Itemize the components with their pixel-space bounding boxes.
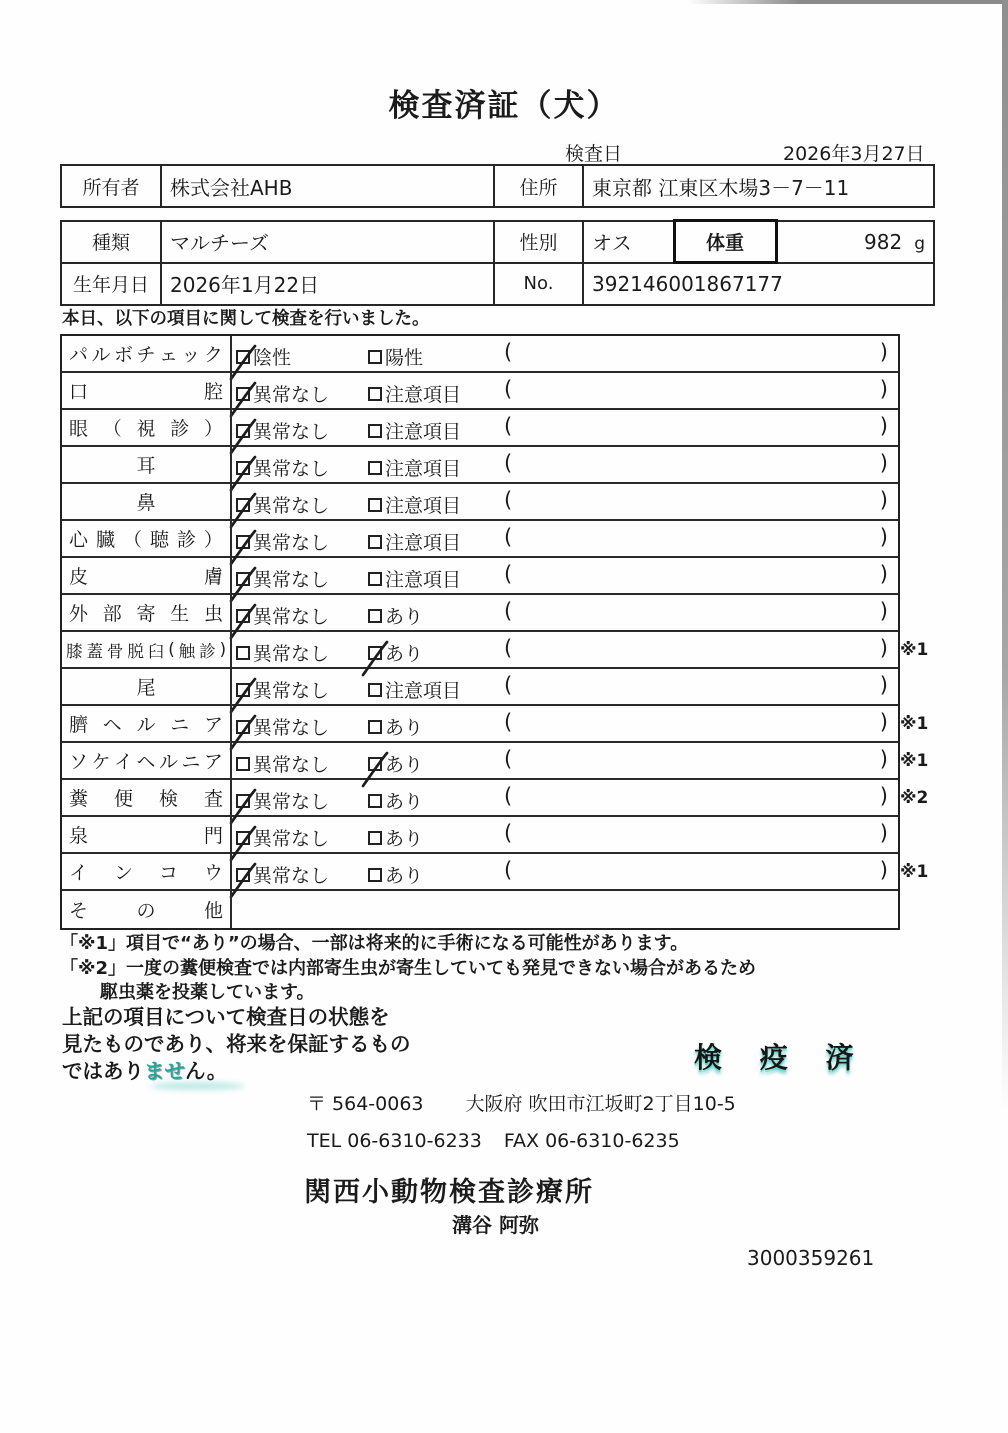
option-label: 異常なし xyxy=(253,569,330,591)
checkbox-checked-icon[interactable] xyxy=(236,535,250,549)
checklist-row xyxy=(62,336,898,373)
checklist-row xyxy=(62,854,929,891)
checklist-intro: 本日、以下の項目に関して検査を行いました。 xyxy=(62,309,430,329)
checklist-option[interactable] xyxy=(368,602,423,629)
certificate-no-label: No. xyxy=(494,263,583,305)
checklist-row xyxy=(62,669,898,706)
document-serial-number: 3000359261 xyxy=(747,1246,875,1270)
checklist-row-content xyxy=(232,854,898,889)
result-paren-close: ) xyxy=(879,636,888,660)
checklist-row-content xyxy=(232,743,898,778)
option-label: あり xyxy=(385,828,424,850)
weight-label: 体重 xyxy=(674,221,776,263)
checkbox-unchecked-icon[interactable] xyxy=(368,498,382,512)
checklist-item-label: 糞 便 検 査 xyxy=(62,780,232,815)
checklist-row xyxy=(62,373,898,410)
disclaimer-line3-c: ん。 xyxy=(185,1059,228,1083)
owner-table xyxy=(60,164,935,208)
checkbox-checked-icon[interactable] xyxy=(368,757,382,771)
option-label: 異常なし xyxy=(253,643,330,665)
option-label: 異常なし xyxy=(253,865,330,887)
checklist-option[interactable] xyxy=(368,787,423,814)
option-label: 異常なし xyxy=(253,532,330,554)
option-label: あり xyxy=(385,717,424,739)
address-value: 東京都 江東区木場3－7－11 xyxy=(583,165,934,207)
checklist-item-label: 耳 xyxy=(62,447,232,482)
checklist-row-content xyxy=(232,595,898,630)
result-paren-open: ( xyxy=(504,451,513,475)
checkbox-unchecked-icon[interactable] xyxy=(368,350,382,364)
checkbox-unchecked-icon[interactable] xyxy=(236,646,250,660)
checklist-option[interactable] xyxy=(368,343,423,370)
disclaimer-line-2: 見たものであり、将来を保証するもの xyxy=(62,1032,411,1056)
clinic-tel-fax xyxy=(307,1130,680,1152)
result-paren-close: ) xyxy=(879,488,888,512)
address-label: 住所 xyxy=(494,165,583,207)
checklist-row-content xyxy=(232,891,898,928)
checkbox-unchecked-icon[interactable] xyxy=(236,757,250,771)
checklist-item-label: パ ル ボ チ ェ ッ ク xyxy=(62,336,232,371)
checklist-option[interactable] xyxy=(236,343,291,370)
checklist-row xyxy=(62,891,898,928)
checklist-row xyxy=(62,595,898,632)
breed-row xyxy=(61,221,934,263)
checklist-option[interactable] xyxy=(368,417,461,444)
birthdate-label: 生年月日 xyxy=(61,263,161,305)
result-paren-close: ) xyxy=(879,451,888,475)
result-paren-close: ) xyxy=(879,673,888,697)
checklist-option[interactable] xyxy=(368,565,461,592)
footnote-2-line2: 駆虫薬を投薬しています。 xyxy=(100,982,315,1003)
breed-label: 種類 xyxy=(61,221,161,263)
checkbox-unchecked-icon[interactable] xyxy=(368,868,382,882)
option-label: 注意項目 xyxy=(385,569,462,591)
checklist-row xyxy=(62,632,929,669)
checklist-row-content xyxy=(232,706,898,741)
result-paren-close: ) xyxy=(879,525,888,549)
option-label: 注意項目 xyxy=(385,458,462,480)
checklist-option[interactable] xyxy=(368,380,461,407)
clinic-address: 大阪府 吹田市江坂町2丁目10-5 xyxy=(465,1093,736,1115)
checklist-option[interactable] xyxy=(368,676,461,703)
checkbox-unchecked-icon[interactable] xyxy=(368,720,382,734)
result-paren-open: ( xyxy=(504,525,513,549)
checklist-option[interactable] xyxy=(236,380,329,407)
row-footnote-ref: ※1 xyxy=(900,862,929,882)
checklist-option[interactable] xyxy=(368,824,423,851)
option-label: 異常なし xyxy=(253,495,330,517)
checklist-row xyxy=(62,410,898,447)
owner-row xyxy=(61,165,934,207)
checklist-row xyxy=(62,743,929,780)
stamp-ink-smudge xyxy=(150,1082,245,1090)
option-label: あり xyxy=(385,754,424,776)
option-label: 異常なし xyxy=(253,680,330,702)
checkbox-checked-icon[interactable] xyxy=(236,831,250,845)
result-paren-open: ( xyxy=(504,377,513,401)
row-footnote-ref: ※2 xyxy=(900,788,929,808)
checklist-row-content xyxy=(232,817,898,852)
sex-label: 性別 xyxy=(494,221,583,263)
checklist-item-label: そ の 他 xyxy=(62,891,232,928)
checkbox-checked-icon[interactable] xyxy=(236,498,250,512)
checklist-option[interactable] xyxy=(236,713,329,740)
checklist-row-content xyxy=(232,447,898,482)
result-paren-close: ) xyxy=(879,821,888,845)
checklist-option[interactable] xyxy=(236,491,329,518)
checkbox-checked-icon[interactable] xyxy=(236,720,250,734)
option-label: 陰性 xyxy=(253,347,292,369)
option-label: 異常なし xyxy=(253,791,330,813)
option-label: 注意項目 xyxy=(385,421,462,443)
checklist-item-label: 泉 門 xyxy=(62,817,232,852)
result-paren-close: ) xyxy=(879,858,888,882)
pet-table xyxy=(60,219,935,306)
checkbox-unchecked-icon[interactable] xyxy=(368,572,382,586)
result-paren-close: ) xyxy=(879,340,888,364)
result-paren-open: ( xyxy=(504,636,513,660)
checklist-option[interactable] xyxy=(368,491,461,518)
checklist-row xyxy=(62,780,929,817)
checklist-item-label: 外 部 寄 生 虫 xyxy=(62,595,232,630)
checkbox-unchecked-icon[interactable] xyxy=(368,424,382,438)
checkbox-checked-icon[interactable] xyxy=(236,461,250,475)
result-paren-close: ) xyxy=(879,747,888,771)
owner-value: 株式会社AHB xyxy=(161,165,494,207)
checkbox-checked-icon[interactable] xyxy=(236,350,250,364)
checkbox-unchecked-icon[interactable] xyxy=(368,609,382,623)
checklist-row-content xyxy=(232,558,898,593)
checkbox-checked-icon[interactable] xyxy=(236,387,250,401)
option-label: あり xyxy=(385,606,424,628)
checkbox-unchecked-icon[interactable] xyxy=(368,461,382,475)
checklist-row xyxy=(62,447,898,484)
checklist-row xyxy=(62,817,898,854)
disclaimer-text xyxy=(62,1004,411,1085)
checklist-option[interactable] xyxy=(236,565,329,592)
breed-value: マルチーズ xyxy=(161,221,494,263)
option-label: 注意項目 xyxy=(385,680,462,702)
checklist-item-label: 心 臓 （ 聴 診 ） xyxy=(62,521,232,556)
weight-number: 982 xyxy=(864,229,903,254)
disclaimer-line3-a: ではあり xyxy=(62,1059,144,1083)
checklist-option[interactable] xyxy=(236,787,329,814)
birth-row xyxy=(61,263,934,305)
result-paren-close: ) xyxy=(879,710,888,734)
clinic-fax: FAX 06-6310-6235 xyxy=(503,1130,680,1152)
result-paren-open: ( xyxy=(504,710,513,734)
quarantine-stamp: 検 疫 済 xyxy=(694,1041,868,1074)
checklist-row-content xyxy=(232,484,898,519)
checklist-option[interactable] xyxy=(368,713,423,740)
checklist-row-content xyxy=(232,373,898,408)
result-paren-close: ) xyxy=(879,377,888,401)
inspection-date-label: 検査日 xyxy=(565,143,623,165)
weight-value xyxy=(776,221,934,263)
checklist-option[interactable] xyxy=(236,417,329,444)
sex-value: オス xyxy=(583,221,674,263)
birthdate-value: 2026年1月22日 xyxy=(161,263,494,305)
veterinarian-name: 溝谷 阿弥 xyxy=(452,1213,539,1237)
checklist-option[interactable] xyxy=(236,676,329,703)
result-paren-open: ( xyxy=(504,414,513,438)
weight-unit: g xyxy=(914,233,925,254)
result-paren-open: ( xyxy=(504,784,513,808)
result-paren-open: ( xyxy=(504,821,513,845)
checkbox-unchecked-icon[interactable] xyxy=(368,387,382,401)
checklist-table xyxy=(60,334,929,930)
result-paren-open: ( xyxy=(504,599,513,623)
option-label: 陽性 xyxy=(385,347,424,369)
checklist-option[interactable] xyxy=(236,602,329,629)
clinic-name: 関西小動物検査診療所 xyxy=(304,1177,594,1208)
checklist-item-label: 皮 膚 xyxy=(62,558,232,593)
checklist-row xyxy=(62,558,898,595)
checklist-option[interactable] xyxy=(236,824,329,851)
checklist-row-content xyxy=(232,669,898,704)
checklist-option[interactable] xyxy=(368,750,423,777)
result-paren-open: ( xyxy=(504,340,513,364)
result-paren-close: ) xyxy=(879,562,888,586)
disclaimer-line3-b: ませ xyxy=(144,1059,185,1083)
row-footnote-ref: ※1 xyxy=(900,751,929,771)
result-paren-open: ( xyxy=(504,488,513,512)
option-label: 異常なし xyxy=(253,754,330,776)
result-paren-close: ) xyxy=(879,784,888,808)
checkbox-checked-icon[interactable] xyxy=(236,868,250,882)
row-footnote-ref: ※1 xyxy=(900,714,929,734)
option-label: 注意項目 xyxy=(385,495,462,517)
result-paren-open: ( xyxy=(504,562,513,586)
scan-edge-right xyxy=(1002,0,1008,1110)
checklist-item-label: 眼 （ 視 診 ） xyxy=(62,410,232,445)
checklist-option[interactable] xyxy=(368,528,461,555)
checkbox-checked-icon[interactable] xyxy=(236,609,250,623)
result-paren-open: ( xyxy=(504,673,513,697)
checklist-row-content xyxy=(232,410,898,445)
checklist-row-content xyxy=(232,336,898,371)
checklist-item-label: 臍 ヘ ル ニ ア xyxy=(62,706,232,741)
checklist-item-label: 口 腔 xyxy=(62,373,232,408)
result-paren-close: ) xyxy=(879,414,888,438)
checkbox-unchecked-icon[interactable] xyxy=(368,683,382,697)
row-footnote-ref: ※1 xyxy=(900,640,929,660)
checklist-row-content xyxy=(232,632,898,667)
result-paren-open: ( xyxy=(504,747,513,771)
checklist-option[interactable] xyxy=(236,750,329,777)
option-label: あり xyxy=(385,865,424,887)
option-label: 異常なし xyxy=(253,421,330,443)
option-label: 異常なし xyxy=(253,606,330,628)
footnote-1: 「※1」項目で“あり”の場合、一部は将来的に手術になる可能性があります。 xyxy=(60,933,689,954)
checklist-option[interactable] xyxy=(236,861,329,888)
option-label: あり xyxy=(385,791,424,813)
clinic-tel: TEL 06-6310-6233 xyxy=(307,1130,482,1152)
certificate-no-value: 392146001867177 xyxy=(583,263,934,305)
checklist-option[interactable] xyxy=(368,454,461,481)
checklist-option[interactable] xyxy=(236,454,329,481)
option-label: 異常なし xyxy=(253,458,330,480)
checkbox-checked-icon[interactable] xyxy=(236,424,250,438)
checkbox-unchecked-icon[interactable] xyxy=(368,535,382,549)
option-label: あり xyxy=(385,643,424,665)
page-title: 検査済証（犬） xyxy=(388,88,620,124)
checklist-option[interactable] xyxy=(368,639,423,666)
clinic-postal-address xyxy=(307,1089,736,1116)
checkbox-checked-icon[interactable] xyxy=(236,572,250,586)
checklist-row-content xyxy=(232,521,898,556)
checkbox-checked-icon[interactable] xyxy=(236,794,250,808)
disclaimer-line-1: 上記の項目について検査日の状態を xyxy=(62,1005,390,1029)
checkbox-unchecked-icon[interactable] xyxy=(368,831,382,845)
checklist-row xyxy=(62,521,898,558)
inspection-date-value: 2026年3月27日 xyxy=(783,143,925,165)
checklist-row xyxy=(62,706,929,743)
checklist-option[interactable] xyxy=(368,861,423,888)
checklist-item-label: 膝 蓋 骨 脱 臼 ( 触 診 ) xyxy=(62,632,232,667)
checklist-item-label: 尾 xyxy=(62,669,232,704)
result-paren-open: ( xyxy=(504,858,513,882)
option-label: 異常なし xyxy=(253,828,330,850)
checklist-row-content xyxy=(232,780,898,815)
option-label: 異常なし xyxy=(253,384,330,406)
checklist-option[interactable] xyxy=(236,639,329,666)
checklist-item-label: 鼻 xyxy=(62,484,232,519)
option-label: 注意項目 xyxy=(385,532,462,554)
scan-edge-top xyxy=(688,0,1008,4)
postal-code: 〒 564-0063 xyxy=(307,1093,424,1115)
option-label: 注意項目 xyxy=(385,384,462,406)
owner-label: 所有者 xyxy=(61,165,161,207)
disclaimer-line-3 xyxy=(62,1058,411,1085)
checkbox-unchecked-icon[interactable] xyxy=(368,794,382,808)
checkbox-checked-icon[interactable] xyxy=(236,683,250,697)
footnote-2-line1: 「※2」一度の糞便検査では内部寄生虫が寄生していても発見できない場合があるため xyxy=(60,958,757,979)
result-paren-close: ) xyxy=(879,599,888,623)
option-label: 異常なし xyxy=(253,717,330,739)
checklist-item-label: ソ ケ イ ヘ ル ニ ア xyxy=(62,743,232,778)
checklist-row xyxy=(62,484,898,521)
checklist-item-label: イ ン コ ウ xyxy=(62,854,232,889)
checkbox-checked-icon[interactable] xyxy=(368,646,382,660)
checklist-option[interactable] xyxy=(236,528,329,555)
